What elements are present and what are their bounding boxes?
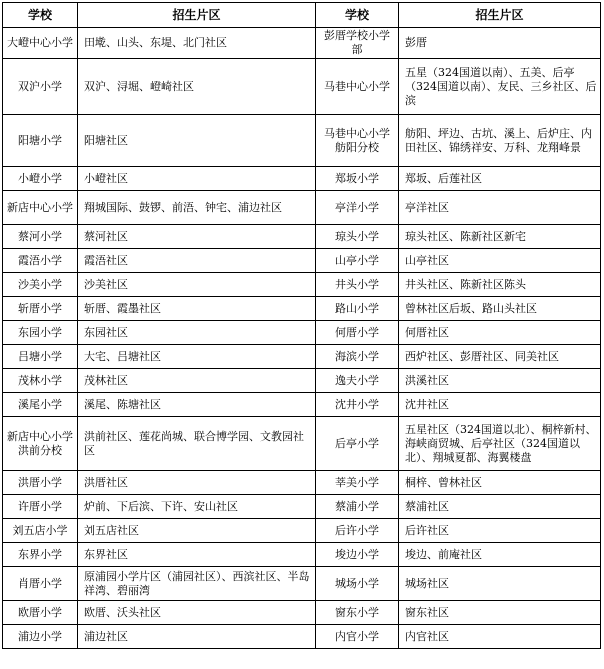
school-name-cell: 东园小学	[3, 321, 78, 345]
enrollment-area-cell: 琼头社区、陈新社区新宅	[399, 225, 601, 249]
enrollment-area-cell: 窗东社区	[399, 601, 601, 625]
table-row	[3, 393, 601, 417]
school-name-cell: 肖厝小学	[3, 567, 78, 601]
school-name-cell: 东界小学	[3, 543, 78, 567]
school-name-cell: 莘美小学	[316, 471, 399, 495]
school-name-cell: 沙美小学	[3, 273, 78, 297]
school-name-cell: 沈井小学	[316, 393, 399, 417]
enrollment-area-cell: 沙美社区	[78, 273, 316, 297]
school-name-cell: 小嶝小学	[3, 167, 78, 191]
school-name-cell: 洪厝小学	[3, 471, 78, 495]
enrollment-area-cell: 彭厝	[399, 28, 601, 59]
enrollment-area-cell: 欧厝、沃头社区	[78, 601, 316, 625]
column-header-school: 学校	[3, 3, 78, 28]
school-name-cell: 阳塘小学	[3, 115, 78, 167]
table-row	[3, 543, 601, 567]
school-name-cell: 溪尾小学	[3, 393, 78, 417]
enrollment-area-cell: 田墘、山头、东堤、北门社区	[78, 28, 316, 59]
school-name-cell: 大嶝中心小学	[3, 28, 78, 59]
table-row	[3, 417, 601, 471]
enrollment-area-cell: 茂林社区	[78, 369, 316, 393]
enrollment-area-cell: 蔡浦社区	[399, 495, 601, 519]
school-name-cell: 后许小学	[316, 519, 399, 543]
enrollment-area-cell: 何厝社区	[399, 321, 601, 345]
enrollment-area-cell: 洪厝社区	[78, 471, 316, 495]
school-name-cell: 窗东小学	[316, 601, 399, 625]
enrollment-area-cell: 舫阳、坪边、古坑、溪上、后炉庄、内田社区、锦绣祥安、万科、龙翔峰景	[399, 115, 601, 167]
table-row	[3, 297, 601, 321]
enrollment-area-cell: 五星社区（324国道以北）、桐梓新村、海峡商贸城、后亭社区（324国道以北）、翔城夏都、海翼楼盘	[399, 417, 601, 471]
enrollment-area-cell: 洪溪社区	[399, 369, 601, 393]
table-row	[3, 625, 601, 649]
school-name-cell: 马巷中心小学舫阳分校	[316, 115, 399, 167]
table-row	[3, 369, 601, 393]
enrollment-area-cell: 沈井社区	[399, 393, 601, 417]
table-row	[3, 273, 601, 297]
table-row	[3, 567, 601, 601]
enrollment-area-cell: 西炉社区、彭厝社区、同美社区	[399, 345, 601, 369]
school-name-cell: 亭洋小学	[316, 191, 399, 225]
column-header-school-2: 学校	[316, 3, 399, 28]
enrollment-area-cell: 刘五店社区	[78, 519, 316, 543]
school-name-cell: 刘五店小学	[3, 519, 78, 543]
enrollment-area-cell: 浦边社区	[78, 625, 316, 649]
school-name-cell: 内官小学	[316, 625, 399, 649]
enrollment-area-cell: 小嶝社区	[78, 167, 316, 191]
school-name-cell: 琼头小学	[316, 225, 399, 249]
school-name-cell: 井头小学	[316, 273, 399, 297]
enrollment-area-cell: 翔城国际、鼓锣、前浯、钟宅、浦边社区	[78, 191, 316, 225]
school-name-cell: 郑坂小学	[316, 167, 399, 191]
table-row	[3, 191, 601, 225]
table-body	[3, 28, 601, 649]
school-name-cell: 路山小学	[316, 297, 399, 321]
school-name-cell: 许厝小学	[3, 495, 78, 519]
school-name-cell: 双沪小学	[3, 59, 78, 115]
enrollment-area-cell: 双沪、浔堀、嶝崎社区	[78, 59, 316, 115]
enrollment-area-cell: 山亭社区	[399, 249, 601, 273]
school-name-cell: 新店中心小学	[3, 191, 78, 225]
table-row	[3, 495, 601, 519]
enrollment-area-cell: 亭洋社区	[399, 191, 601, 225]
enrollment-area-cell: 蔡河社区	[78, 225, 316, 249]
school-name-cell: 海滨小学	[316, 345, 399, 369]
enrollment-area-cell: 洪前社区、莲花尚城、联合博学园、文教园社区	[78, 417, 316, 471]
enrollment-area-cell: 桐梓、曾林社区	[399, 471, 601, 495]
enrollment-area-cell: 埈边、前庵社区	[399, 543, 601, 567]
school-name-cell: 彭厝学校小学部	[316, 28, 399, 59]
enrollment-area-cell: 大宅、吕塘社区	[78, 345, 316, 369]
table-row	[3, 225, 601, 249]
enrollment-area-cell: 霞浯社区	[78, 249, 316, 273]
school-name-cell: 蔡浦小学	[316, 495, 399, 519]
school-name-cell: 浦边小学	[3, 625, 78, 649]
table-row	[3, 345, 601, 369]
enrollment-area-cell: 原浦园小学片区（浦园社区）、西滨社区、半岛祥湾、碧丽湾	[78, 567, 316, 601]
table-row	[3, 59, 601, 115]
table-row	[3, 471, 601, 495]
enrollment-area-cell: 郑坂、后莲社区	[399, 167, 601, 191]
school-name-cell: 城场小学	[316, 567, 399, 601]
school-name-cell: 斩厝小学	[3, 297, 78, 321]
column-header-area: 招生片区	[78, 3, 316, 28]
enrollment-area-cell: 后许社区	[399, 519, 601, 543]
school-name-cell: 新店中心小学洪前分校	[3, 417, 78, 471]
table-header-row	[3, 3, 601, 28]
enrollment-area-cell: 斩厝、霞墨社区	[78, 297, 316, 321]
enrollment-area-cell: 东园社区	[78, 321, 316, 345]
table-row	[3, 167, 601, 191]
column-header-area-2: 招生片区	[399, 3, 601, 28]
table-row	[3, 249, 601, 273]
school-name-cell: 欧厝小学	[3, 601, 78, 625]
table-row	[3, 321, 601, 345]
school-name-cell: 逸夫小学	[316, 369, 399, 393]
enrollment-area-cell: 井头社区、陈新社区陈头	[399, 273, 601, 297]
school-name-cell: 后亭小学	[316, 417, 399, 471]
school-name-cell: 茂林小学	[3, 369, 78, 393]
table-row	[3, 115, 601, 167]
school-name-cell: 埈边小学	[316, 543, 399, 567]
school-name-cell: 马巷中心小学	[316, 59, 399, 115]
enrollment-area-cell: 内官社区	[399, 625, 601, 649]
school-name-cell: 蔡河小学	[3, 225, 78, 249]
school-name-cell: 山亭小学	[316, 249, 399, 273]
enrollment-area-cell: 阳塘社区	[78, 115, 316, 167]
table-row	[3, 601, 601, 625]
enrollment-area-cell: 溪尾、陈塘社区	[78, 393, 316, 417]
table-row	[3, 28, 601, 59]
enrollment-area-cell: 东界社区	[78, 543, 316, 567]
school-name-cell: 何厝小学	[316, 321, 399, 345]
school-name-cell: 吕塘小学	[3, 345, 78, 369]
table-row	[3, 519, 601, 543]
enrollment-area-cell: 曾林社区后坂、路山头社区	[399, 297, 601, 321]
school-name-cell: 霞浯小学	[3, 249, 78, 273]
enrollment-area-cell: 炉前、下后滨、下许、安山社区	[78, 495, 316, 519]
enrollment-area-cell: 五星（324国道以南）、五美、后亭（324国道以南）、友民、三乡社区、后滨	[399, 59, 601, 115]
enrollment-area-cell: 城场社区	[399, 567, 601, 601]
enrollment-zone-table	[2, 2, 601, 649]
